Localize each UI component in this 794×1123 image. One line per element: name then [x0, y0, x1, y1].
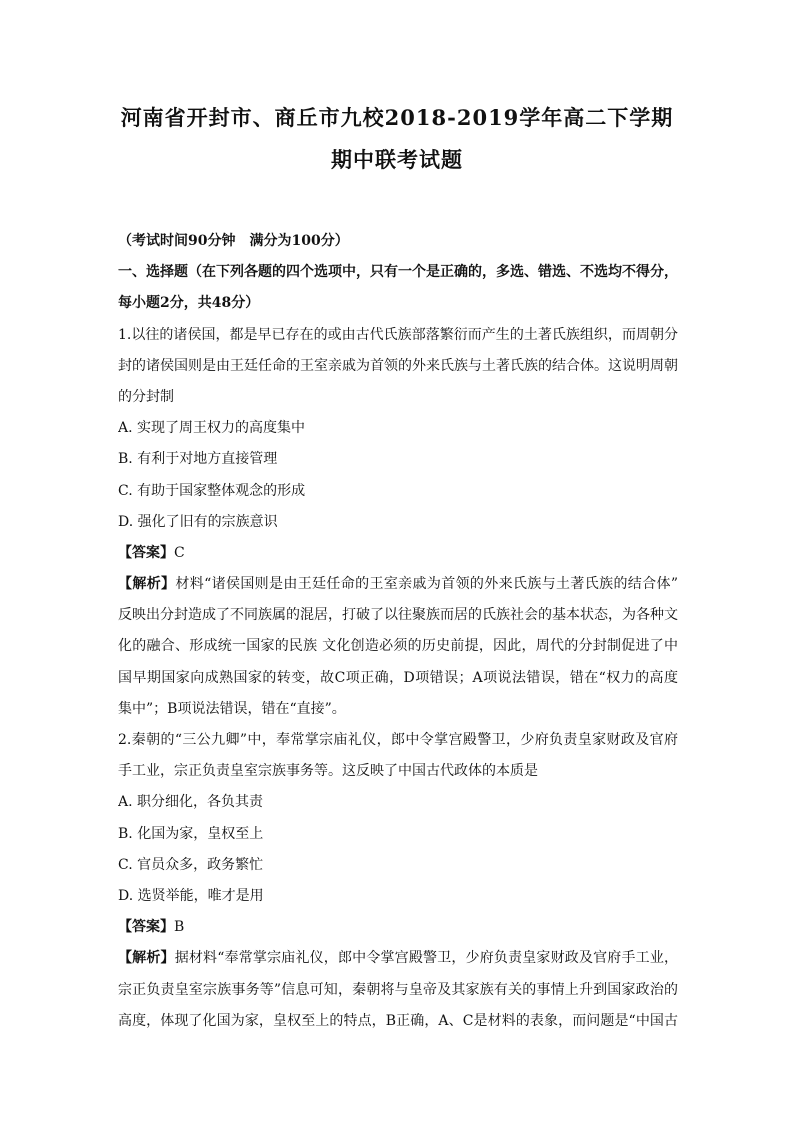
q1-stem-line3: 的分封制 [118, 388, 174, 405]
q2-option-d: D. 选贤举能，唯才是用 [118, 887, 264, 904]
q2-answer-value: B [174, 919, 185, 936]
q1-analysis-line1 [118, 569, 678, 600]
q2-analysis-text1: 据材料“奉常掌宗庙礼仪，郎中令掌宫殿警卫，少府负责皇家财政及官府手工业， [174, 950, 678, 967]
q1-answer-value: C [174, 544, 185, 561]
q1-option-b: B. 有利于对地方直接管理 [118, 451, 278, 468]
q1-answer-tag: 【答案】 [118, 544, 174, 561]
document-title-line2: 期中联考试题 [331, 147, 463, 172]
q1-analysis-line3: 化的融合、形成统一国家的民族 文化创造必须的历史前提，因此，周代的分封制促进了中 [118, 638, 678, 655]
document-body [118, 226, 678, 1037]
q1-stem-line2: 封的诸侯国则是由王廷任命的王室亲戚为首领的外来氏族与土著氏族的结合体。这说明周朝 [118, 357, 678, 374]
q1-analysis-line5: 集中”；B项说法错误，错在“直接”。 [118, 700, 346, 717]
q1-stem-line1: 1.以往的诸侯国，都是早已存在的或由古代氏族部落繁衍而产生的土著氏族组织，而周朝分 [118, 326, 678, 343]
q1-option-c: C. 有助于国家整体观念的形成 [118, 482, 306, 499]
q2-stem-line1: 2.秦朝的“三公九卿”中，奉常掌宗庙礼仪，郎中令掌宫殿警卫，少府负责皇家财政及官府 [118, 732, 678, 748]
document-title-line1: 河南省开封市、商丘市九校2018-2019学年高二下学期 [120, 105, 674, 130]
q1-analysis-text1: 材料“诸侯国则是由王廷任命的王室亲戚为首领的外来氏族与土著氏族的结合体” [175, 576, 678, 593]
q2-answer-tag: 【答案】 [118, 919, 174, 936]
q1-analysis-tag: 【解析】 [118, 576, 176, 593]
section-heading-line1: 一、选择题（在下列各题的四个选项中，只有一个是正确的，多选、错选、不选均不得分， [118, 264, 678, 281]
q1-option-a: A. 实现了周王权力的高度集中 [118, 420, 306, 437]
q2-stem-line2: 手工业，宗正负责皇室宗族事务等。这反映了中国古代政体的本质是 [118, 763, 538, 780]
q2-option-b: B. 化国为家，皇权至上 [118, 825, 264, 842]
exam-info: （考试时间90分钟 满分为100分） [118, 233, 349, 249]
q1-answer [118, 538, 678, 569]
q1-analysis-line2: 反映出分封造成了不同族属的混居，打破了以往聚族而居的氏族社会的基本状态，为各种文 [118, 607, 678, 624]
q2-analysis-line1 [118, 943, 678, 974]
q2-option-c: C. 官员众多，政务繁忙 [118, 856, 264, 873]
q2-answer [118, 912, 678, 943]
q2-analysis-line2: 宗正负责皇室宗族事务等”信息可知，秦朝将与皇帝及其家族有关的事情上升到国家政治的 [118, 981, 678, 998]
section-heading-line2: 每小题2分，共48分） [118, 295, 260, 312]
q2-analysis-line3: 高度，体现了化国为家，皇权至上的特点，B正确，A、C是材料的表象，而问题是“中国古 [118, 1012, 678, 1029]
q1-analysis-line4: 国早期国家向成熟国家的转变，故C项正确，D项错误；A项说法错误，错在“权力的高度 [118, 669, 678, 686]
q2-analysis-tag: 【解析】 [118, 950, 175, 967]
q1-option-d: D. 强化了旧有的宗族意识 [118, 513, 278, 530]
q2-option-a: A. 职分细化，各负其责 [118, 794, 264, 811]
